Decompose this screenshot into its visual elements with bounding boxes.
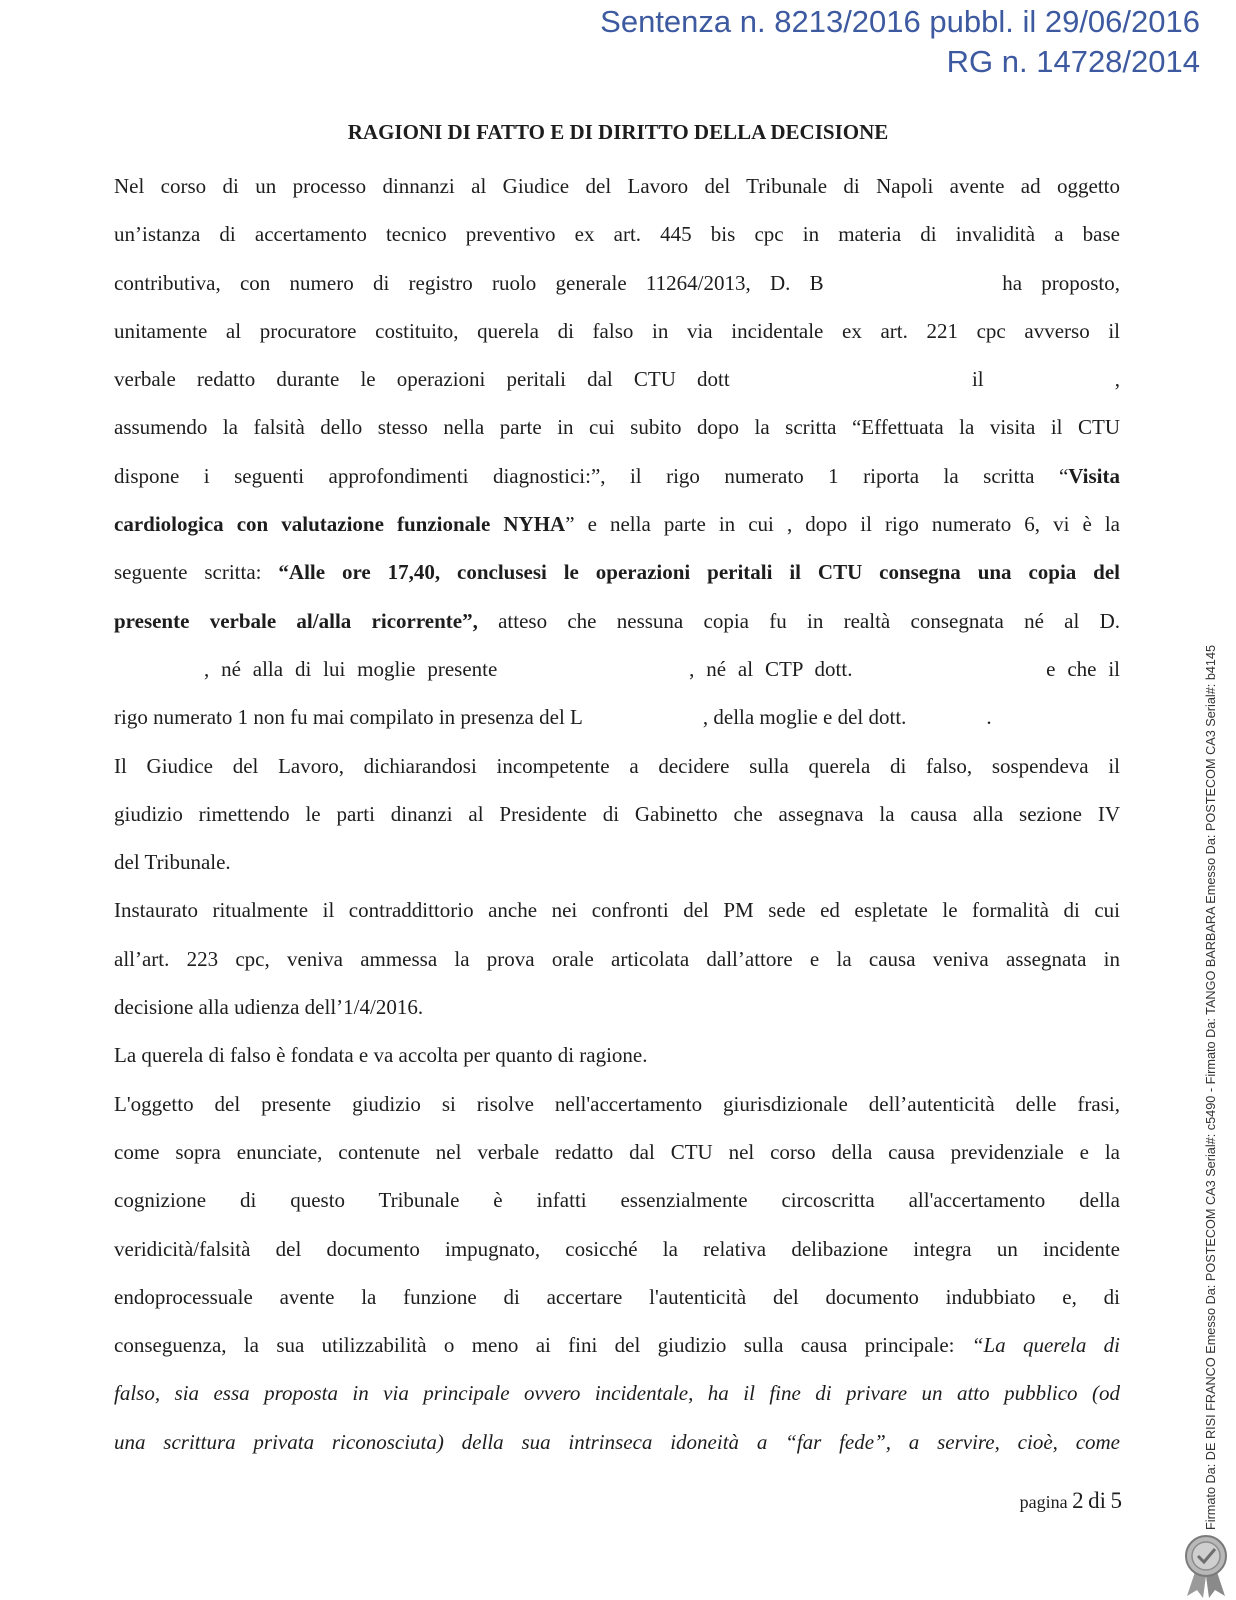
section-title: RAGIONI DI FATTO E DI DIRITTO DELLA DECISIONE xyxy=(347,120,889,144)
seal-icon xyxy=(1181,1534,1231,1598)
text-line: come sopra enunciate, contenute nel verbale redatto dal CTU nel corso della causa previdenziale e la xyxy=(114,1139,1120,1164)
text-line: falso, sia essa proposta in via principale ovvero incidentale, ha il fine di privare un atto pubblico (od xyxy=(114,1381,1120,1406)
text-line: La querela di falso è fondata e va accolta per quanto di ragione. xyxy=(114,1043,648,1068)
text-line: decisione alla udienza dell’1/4/2016. xyxy=(114,995,424,1020)
text-line: un’istanza di accertamento tecnico preventivo ex art. 445 bis cpc in materia di invalidità a base xyxy=(114,222,1120,247)
text-line: Il Giudice del Lavoro, dichiarandosi incompetente a decidere sulla querela di falso, sospendeva il xyxy=(114,753,1120,778)
text-line: dispone i seguenti approfondimenti diagnostici:”, il rigo numerato 1 riporta la scritta “Visita xyxy=(114,463,1120,488)
text-line: conseguenza, la sua utilizzabilità o meno ai fini del giudizio sulla causa principale: “La querela di xyxy=(114,1333,1120,1358)
text-line: contributiva, con numero di registro ruolo generale 11264/2013, D. B ha proposto, xyxy=(114,270,1121,295)
text-line: rigo numerato 1 non fu mai compilato in presenza del L , della moglie e del dott. . xyxy=(114,705,992,730)
text-line: presente verbale al/alla ricorrente”, atteso che nessuna copia fu in realtà consegnata né al D. xyxy=(114,608,1120,633)
text-line: , né alla di lui moglie presente , né al CTP dott. e che il xyxy=(114,645,1120,693)
text-line: del Tribunale. xyxy=(114,850,231,875)
text-line: all’art. 223 cpc, veniva ammessa la prova orale articolata dall’attore e la causa veniva assegnata in xyxy=(114,946,1120,971)
text-line: una scrittura privata riconosciuta) della sua intrinseca idoneità a “far fede”, a servire, cioè, come xyxy=(114,1429,1120,1454)
page-number: pagina 2 di 5 xyxy=(1019,1488,1122,1513)
body-text xyxy=(114,162,1120,1466)
document-header xyxy=(600,2,1200,82)
digital-signature-note: Firmato Da: DE RISI FRANCO Emesso Da: POSTECOM CA3 Serial#: c5490 - Firmato Da: TANGO BARBARA Emesso Da: POSTECOM CA3 Serial#: b4145 xyxy=(1204,644,1218,1530)
text-line: Nel corso di un processo dinnanzi al Giudice del Lavoro del Tribunale di Napoli avente ad oggetto xyxy=(114,174,1120,198)
text-line: seguente scritta: “Alle ore 17,40, conclusesi le operazioni peritali il CTU consegna una copia del xyxy=(114,560,1121,585)
text-line: giudizio rimettendo le parti dinanzi al Presidente di Gabinetto che assegnava la causa alla sezione IV xyxy=(114,801,1120,826)
text-line: endoprocessuale avente la funzione di accertare l'autenticità del documento indubbiato e, di xyxy=(114,1284,1120,1309)
text-line: assumendo la falsità dello stesso nella parte in cui subito dopo la scritta “Effettuata la visita il CTU xyxy=(114,415,1120,440)
text-line: Instaurato ritualmente il contraddittorio anche nei confronti del PM sede ed espletate le formalità di cui xyxy=(114,898,1120,923)
text-line: cognizione di questo Tribunale è infatti essenzialmente circoscritta all'accertamento della xyxy=(114,1188,1120,1213)
sentence-number: Sentenza n. 8213/2016 pubbl. il 29/06/2016 xyxy=(600,4,1200,39)
text-line: cardiologica con valutazione funzionale NYHA” e nella parte in cui , dopo il rigo numerato 6, vi è la xyxy=(114,512,1120,537)
text-line: L'oggetto del presente giudizio si risolve nell'accertamento giurisdizionale dell’autenticità delle frasi, xyxy=(114,1091,1120,1116)
text-line: veridicità/falsità del documento impugnato, cosicché la relativa delibazione integra un incidente xyxy=(114,1236,1120,1261)
text-line: unitamente al procuratore costituito, querela di falso in via incidentale ex art. 221 cpc avverso il xyxy=(114,318,1120,343)
registry-number: RG n. 14728/2014 xyxy=(946,44,1200,79)
text-line: verbale redatto durante le operazioni peritali dal CTU dott il , xyxy=(114,367,1121,392)
